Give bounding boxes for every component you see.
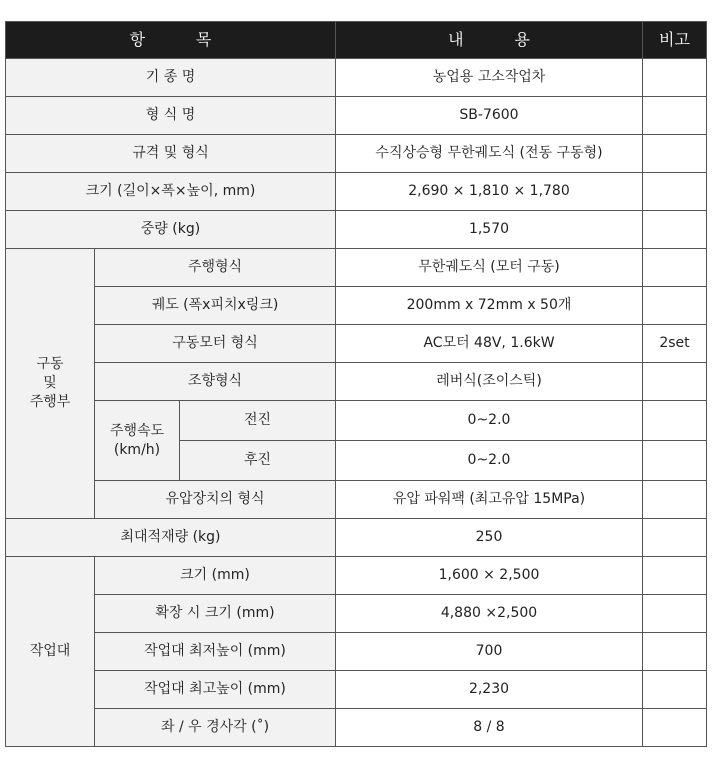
table-row [6,325,707,363]
row-label: 좌 / 우 경사각 (˚) [95,709,336,747]
row-value: 수직상승형 무한궤도식 (전동 구동형) [336,135,643,173]
row-note [643,441,707,481]
row-value: 유압 파워팩 (최고유압 15MPa) [336,481,643,519]
row-note [643,59,707,97]
row-label: 최대적재량 (kg) [6,519,336,557]
row-value: 250 [336,519,643,557]
row-note [643,401,707,441]
row-value: SB-7600 [336,97,643,135]
table-row [6,59,707,97]
row-value: 4,880 ×2,500 [336,595,643,633]
row-label: 주행형식 [95,249,336,287]
row-label: 작업대 최고높이 (mm) [95,671,336,709]
row-value: 1,570 [336,211,643,249]
row-label: 중량 (kg) [6,211,336,249]
table-row [6,709,707,747]
row-note [643,211,707,249]
row-label: 규격 및 형식 [6,135,336,173]
table-row [6,173,707,211]
group-label-platform: 작업대 [6,557,95,747]
row-note [643,363,707,401]
table-row [6,211,707,249]
row-value: 0~2.0 [336,441,643,481]
table-row [6,249,707,287]
row-label: 구동모터 형식 [95,325,336,363]
table-row [6,557,707,595]
row-value: AC모터 48V, 1.6kW [336,325,643,363]
row-note [643,135,707,173]
speed-label: 주행속도 (km/h) [95,401,180,481]
row-value: 농업용 고소작업차 [336,59,643,97]
row-label: 후진 [180,441,336,481]
table-row [6,519,707,557]
row-value: 200mm x 72mm x 50개 [336,287,643,325]
table-row [6,595,707,633]
row-value: 2,690 × 1,810 × 1,780 [336,173,643,211]
row-note [643,709,707,747]
row-label: 크기 (mm) [95,557,336,595]
row-label: 기 종 명 [6,59,336,97]
table-row [6,363,707,401]
row-note [643,671,707,709]
row-note [643,173,707,211]
table-header-row [6,22,707,59]
row-value: 2,230 [336,671,643,709]
row-note [643,557,707,595]
row-label: 형 식 명 [6,97,336,135]
header-item: 항 목 [6,22,336,59]
row-note [643,595,707,633]
row-note [643,97,707,135]
row-note [643,481,707,519]
spec-table [5,21,707,747]
row-note [643,287,707,325]
row-note [643,249,707,287]
table-row [6,671,707,709]
row-label: 확장 시 크기 (mm) [95,595,336,633]
row-label: 유압장치의 형식 [95,481,336,519]
row-value: 8 / 8 [336,709,643,747]
row-value: 700 [336,633,643,671]
row-value: 무한궤도식 (모터 구동) [336,249,643,287]
table-row [6,633,707,671]
row-value: 1,600 × 2,500 [336,557,643,595]
table-row [6,97,707,135]
header-note: 비고 [643,22,707,59]
table-row [6,135,707,173]
table-row [6,481,707,519]
row-label: 크기 (길이×폭×높이, mm) [6,173,336,211]
row-note: 2set [643,325,707,363]
group-label-drive: 구동 및 주행부 [6,249,95,519]
row-note [643,633,707,671]
row-label: 전진 [180,401,336,441]
row-note [643,519,707,557]
table-row [6,401,707,441]
row-label: 궤도 (폭x피치x링크) [95,287,336,325]
header-content: 내 용 [336,22,643,59]
row-label: 조향형식 [95,363,336,401]
row-value: 레버식(조이스틱) [336,363,643,401]
row-label: 작업대 최저높이 (mm) [95,633,336,671]
row-value: 0~2.0 [336,401,643,441]
table-row [6,287,707,325]
